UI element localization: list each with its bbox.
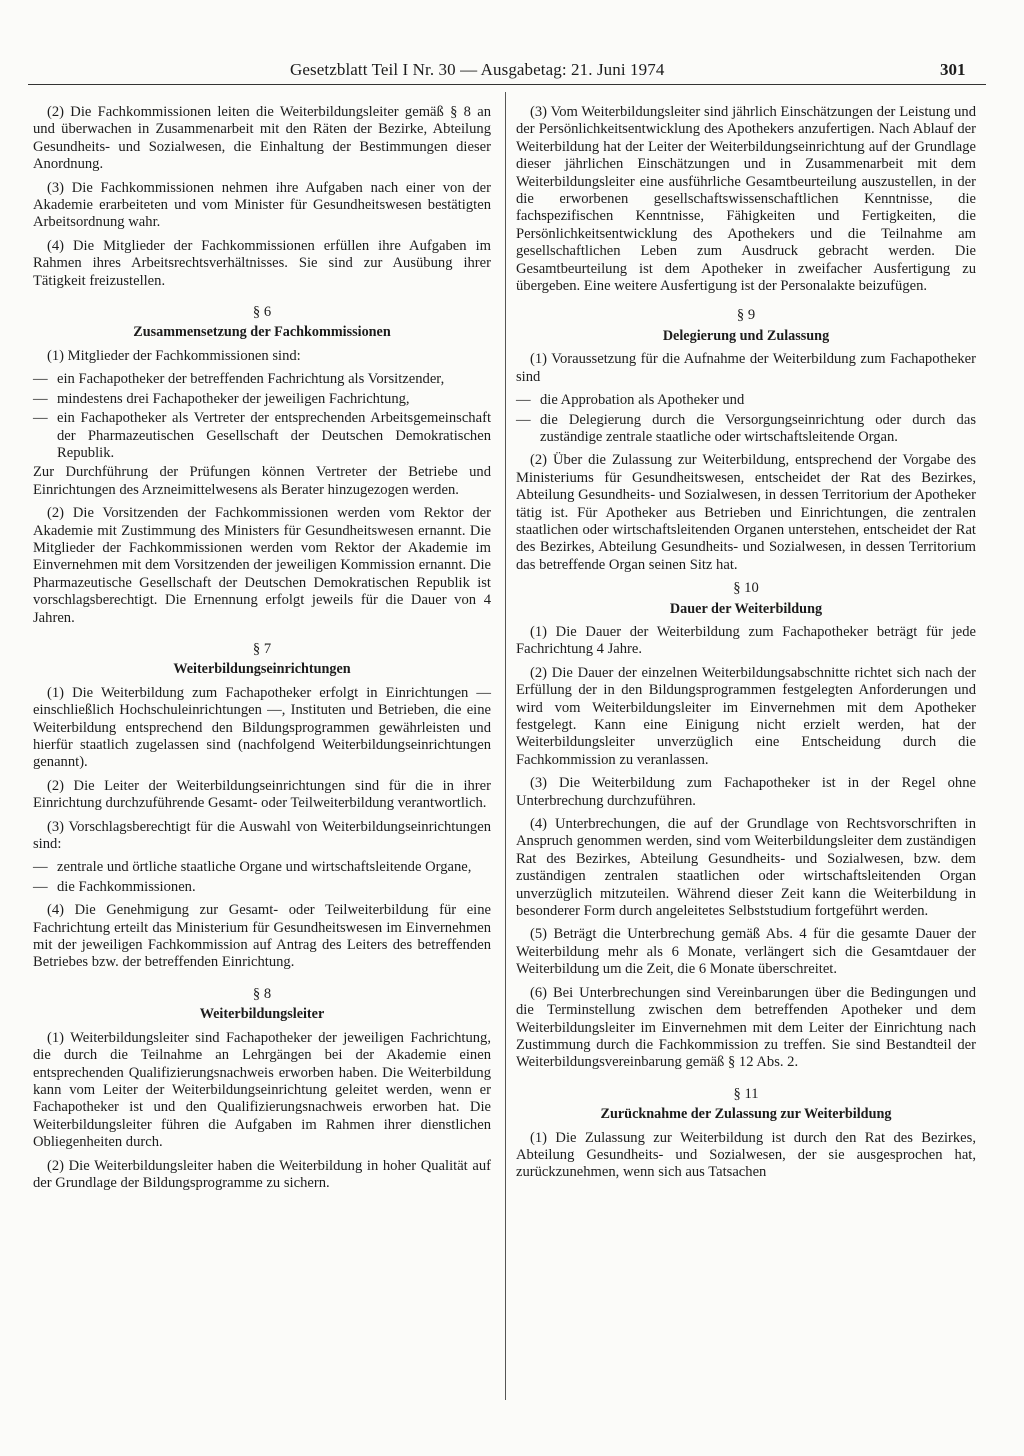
dash-bullet: — <box>33 878 48 895</box>
paragraph: (1) Die Dauer der Weiterbildung zum Fachapotheker beträgt für jede Fachrichtung 4 Jahre. <box>516 623 976 658</box>
header-rule <box>28 84 986 85</box>
list-item <box>33 391 491 408</box>
paragraph: (2) Die Vorsitzenden der Fachkommissionen werden vom Rektor der Akademie mit Zustimmung des Ministers für Gesundheitswesen ernannt. Die Mitglieder der Fachkommissionen werden vom Rektor der Akademie im Einvernehmen mit dem Vorsitzenden der jeweiligen Kommission ernannt. Die Pharmazeutische Gesellschaft der Deutschen Demokratischen Republik ist vorschlagsberechtigt. Die Ernennung erfolgt jeweils für die Dauer von 4 Jahren. <box>33 505 491 626</box>
dash-bullet: — <box>33 410 48 427</box>
section-number-10: § 10 <box>733 580 759 597</box>
paragraph: (1) Weiterbildungsleiter sind Fachapotheker der jeweiligen Fachrichtung, die durch die Teilnahme an Lehrgängen bei der Akademie einen entsprechenden Qualifizierungsnachweis erworben haben. Die Weiterbildung kann vom Leiter der Weiterbildungseinrichtung geleitet werden, wenn er Fachapotheker ist und den Qualifizierungsnachweis erworben hat. Die Weiterbildungsleiter führen die Aufgaben im Rahmen ihrer dienstlichen Obliegenheiten durch. <box>33 1029 491 1151</box>
dash-bullet: — <box>516 392 531 409</box>
left-column <box>33 104 491 1198</box>
list-item <box>516 392 976 409</box>
list-item-text: ein Fachapotheker der betreffenden Fachrichtung als Vorsitzender, <box>57 371 445 388</box>
paragraph: (3) Die Fachkommissionen nehmen ihre Aufgaben nach einer von der Akademie erarbeiteten und vom Minister für Gesundheitswesen bestätigten Arbeitsordnung wahr. <box>33 179 491 231</box>
section-number-6: § 6 <box>252 304 272 321</box>
list-item <box>33 371 491 388</box>
paragraph: (1) Die Zulassung zur Weiterbildung ist durch den Rat des Bezirkes, Abteilung Gesundheits- und Sozialwesen, der sie ausgesprochen hat, zurückzunehmen, wenn sich aus Tatsachen <box>516 1129 976 1181</box>
list-item-text: die Delegierung durch die Versorgungseinrichtung oder durch das zuständige zentrale staatliche oder wirtschaftsleitende Organ. <box>540 411 976 445</box>
page-header <box>0 60 1024 82</box>
section-title-6: Zusammensetzung der Fachkommissionen <box>133 324 391 341</box>
list-item-text: zentrale und örtliche staatliche Organe und wirtschaftsleitende Organe, <box>57 859 472 876</box>
section-number-9: § 9 <box>736 307 756 324</box>
list-item-text: die Fachkommissionen. <box>57 878 196 895</box>
list-item-text: die Approbation als Apotheker und <box>540 392 745 409</box>
paragraph: (4) Unterbrechungen, die auf der Grundlage von Rechtsvorschriften in Anspruch genommen werden, sind vom Weiterbildungsleiter dem zuständigen Rat des Bezirkes, Abteilung Gesundheits- und Sozialwesen, bzw. dem zuständigen zentralen staatlichen oder wirtschaftsleitenden Organ unverzüglich mitzuteilen. Während dieser Zeit kann die Weiterbildung in besonderer Form durch angeleitetes Selbststudium fortgeführt werden. <box>516 816 976 920</box>
paragraph: (2) Die Weiterbildungsleiter haben die Weiterbildung in hoher Qualität auf der Grundlage der Bildungsprogramme zu sichern. <box>33 1157 491 1191</box>
dash-bullet: — <box>33 371 48 388</box>
list-item-text: ein Fachapotheker als Vertreter der entsprechenden Arbeitsgemeinschaft der Pharmazeutischen Gesellschaft der Deutschen Demokratischen Republik. <box>57 410 491 461</box>
paragraph: (2) Die Dauer der einzelnen Weiterbildungsabschnitte richtet sich nach der Erfüllung der in den Bildungsprogrammen festgelegten Anforderungen und wird vom Weiterbildungsleiter im Einvernehmen mit dem Apotheker festgelegt. Kann eine Einigung nicht erzielt werden, hat der Weiterbildungsleiter unverzüglich eine Entscheidung durch die Fachkommission zu veranlassen. <box>516 664 976 768</box>
page-number: 301 <box>940 60 966 79</box>
paragraph: (5) Beträgt die Unterbrechung gemäß Abs. 4 für die gesamte Dauer der Weiterbildung mehr als 6 Monate, verlängert sich die Gesamtdauer der Weiterbildung um die Zeit, die 6 Monate überschreitet. <box>516 926 976 978</box>
paragraph: (3) Vorschlagsberechtigt für die Auswahl von Weiterbildungseinrichtungen sind: <box>33 818 491 853</box>
paragraph: (2) Die Fachkommissionen leiten die Weiterbildungsleiter gemäß § 8 an und überwachen in Zusammenarbeit mit den Räten der Bezirke, Abteilung Gesundheits- und Sozialwesen, die Einhaltung der Bestimmungen dieser Anordnung. <box>33 104 491 173</box>
paragraph: (1) Mitglieder der Fachkommissionen sind: <box>47 347 301 364</box>
list-item <box>33 879 491 896</box>
dash-bullet: — <box>516 411 531 428</box>
paragraph: (6) Bei Unterbrechungen sind Vereinbarungen über die Bedingungen und die Terminstellung zwischen dem betreffenden Apotheker und dem Weiterbildungsleiter im Einvernehmen mit dem Leiter der Einrichtung nach Zustimmung durch die Fachkommission zu treffen. Sie sind Bestandteil der Weiterbildungsvereinbarung gemäß § 12 Abs. 2. <box>516 984 976 1071</box>
header-title: Gesetzblatt Teil I Nr. 30 — Ausgabetag: 21. Juni 1974 <box>290 60 665 79</box>
paragraph: (1) Voraussetzung für die Aufnahme der Weiterbildung zum Fachapotheker sind <box>516 351 976 385</box>
paragraph: (2) Über die Zulassung zur Weiterbildung, entsprechend der Vorgabe des Ministeriums für Gesundheitswesen, entscheidet der Rat des Bezirkes, Abteilung Gesundheits- und Sozialwesen, in dessen Territorium der Apotheker tätig ist. Für Apotheker aus Betrieben und Einrichtungen, die zentralen staatlichen oder wirtschaftsleitenden Organen unterstehen, entscheidet der Rat des Bezirkes, Abteilung Gesundheits- und Sozialwesen, in dessen Territorium das betreffende Organ seinen Sitz hat. <box>516 452 976 573</box>
column-divider <box>505 92 506 1400</box>
section-number-7: § 7 <box>252 640 272 657</box>
section-title-9: Delegierung und Zulassung <box>662 327 830 344</box>
dash-bullet: — <box>33 390 48 407</box>
paragraph: (4) Die Genehmigung zur Gesamt- oder Teilweiterbildung für eine Fachrichtung erteilt das Ministerium für Gesundheitswesen im Einvernehmen mit der jeweiligen Fachkommission auf Antrag des Leiters des betreffenden Betriebes bzw. der betreffenden Einrichtung. <box>33 902 491 971</box>
right-column <box>516 104 976 1188</box>
section-number-8: § 8 <box>252 985 272 1002</box>
list-item <box>33 859 491 876</box>
section-title-7: Weiterbildungseinrichtungen <box>173 661 351 678</box>
paragraph: (1) Die Weiterbildung zum Fachapotheker erfolgt in Einrichtungen — einschließlich Hochschuleinrichtungen —, Instituten und Betrieben, die eine Weiterbildung entsprechend den Bildungsprogrammen gewährleisten und hierfür staatlich zugelassen sind (nachfolgend Weiterbildungseinrichtungen genannt). <box>33 684 491 771</box>
section-title-10: Dauer der Weiterbildung <box>669 600 823 617</box>
section-title-8: Weiterbildungsleiter <box>199 1006 325 1023</box>
paragraph: (3) Vom Weiterbildungsleiter sind jährlich Einschätzungen der Leistung und der Persönlichkeitsentwicklung des Apothekers anzufertigen. Nach Ablauf der Weiterbildung hat der Leiter der Weiterbildungseinrichtung auf der Grundlage dieser jährlichen Einschätzungen und in Zusammenarbeit mit dem Weiterbildungsleiter eine ausführliche Gesamtbeurteilung auszustellen, in der die erworbenen gesellschaftswissenschaftlichen Kenntnisse, die fachspezifischen Kenntnisse, Fähigkeiten und Fertigkeiten, die Persönlichkeitsentwicklung des Apothekers und die Teilnahme am gesellschaftlichen Leben zum Ausdruck gebracht werden. Die Gesamtbeurteilung ist dem Apotheker in zweifacher Ausfertigung zu übergeben. Eine weitere Ausfertigung ist der Personalakte beizufügen. <box>516 104 976 295</box>
list-item <box>33 410 491 462</box>
list-item <box>516 412 976 447</box>
paragraph: (2) Die Leiter der Weiterbildungseinrichtungen sind für die in ihrer Einrichtung durchzuführende Gesamt- oder Teilweiterbildung verantwortlich. <box>33 777 491 812</box>
paragraph: (3) Die Weiterbildung zum Fachapotheker ist in der Regel ohne Unterbrechung durchzuführen. <box>516 775 976 809</box>
paragraph: Zur Durchführung der Prüfungen können Vertreter der Betriebe und Einrichtungen des Arzneimittelwesens als Berater hinzugezogen werden. <box>33 464 491 498</box>
paragraph: (4) Die Mitglieder der Fachkommissionen erfüllen ihre Aufgaben im Rahmen ihres Arbeitsrechtsverhältnisses. Sie sind zur Ausübung ihrer Tätigkeit freizustellen. <box>33 237 491 289</box>
section-number-11: § 11 <box>733 1085 759 1102</box>
section-title-11: Zurücknahme der Zulassung zur Weiterbildung <box>600 1106 892 1123</box>
dash-bullet: — <box>33 859 48 876</box>
list-item-text: mindestens drei Fachapotheker der jeweiligen Fachrichtung, <box>57 390 410 407</box>
